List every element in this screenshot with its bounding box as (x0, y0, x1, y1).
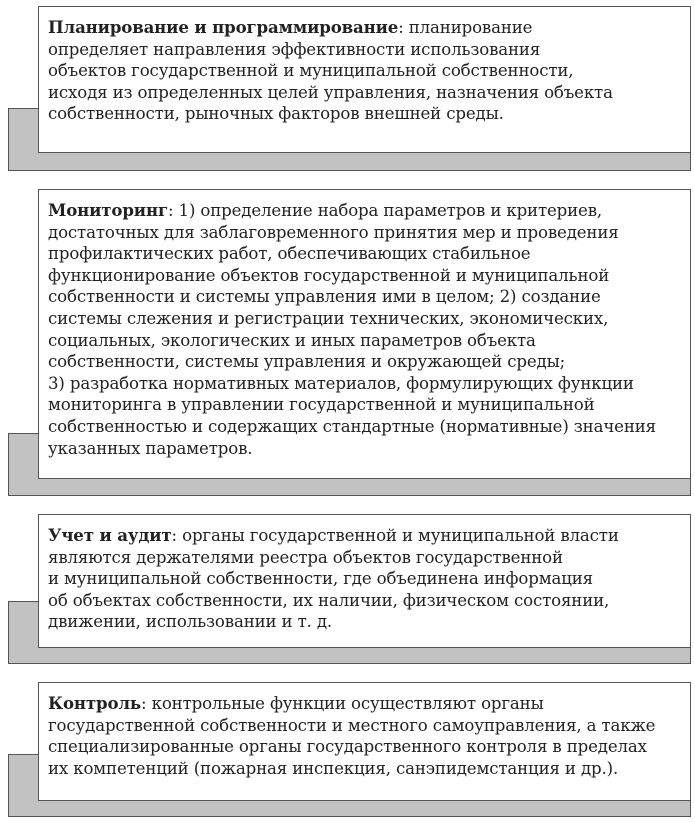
text-line: специализированные органы государственного контроля в пределах (48, 737, 647, 757)
text-line: : 1) определение набора параметров и критериев, (167, 201, 603, 220)
text-line: мониторинга в управлении государственной и муниципальной (48, 395, 595, 415)
block-text (48, 17, 682, 125)
text-line: собственности и системы управления ими в целом; 2) создание (48, 287, 601, 307)
block-term: Планирование и программирование (48, 17, 399, 37)
block-card (38, 682, 691, 801)
text-line: собственности, системы управления и окружающей среды; (48, 352, 566, 372)
block-text (48, 525, 682, 633)
block-term: Контроль (48, 693, 142, 713)
text-line: : органы государственной и муниципальной власти (171, 526, 619, 545)
text-line: функционирование объектов государственной и муниципальной (48, 265, 610, 285)
block-text (48, 200, 682, 459)
block-text (48, 693, 682, 779)
text-line: об объектах собственности, их наличии, физическом состоянии, (48, 590, 610, 610)
text-line: указанных параметров. (48, 438, 253, 458)
text-line: достаточных для заблаговременного принятия мер и проведения (48, 222, 619, 242)
text-line: являются держателями реестра объектов государственной (48, 547, 563, 567)
text-line: системы слежения и регистрации технических, экономических, (48, 308, 609, 328)
text-line: социальных, экологических и иных параметров объекта (48, 330, 536, 350)
block-term: Учет и аудит (48, 525, 172, 545)
text-line: и муниципальной собственности, где объединена информация (48, 569, 593, 589)
block-card (38, 514, 691, 648)
text-line: государственной собственности и местного самоуправления, а также (48, 715, 656, 735)
text-line: : планирование (398, 18, 533, 37)
block-card (38, 6, 691, 153)
text-line: профилактических работ, обеспечивающих стабильное (48, 244, 531, 264)
text-line: исходя из определенных целей управления, назначения объекта (48, 82, 613, 102)
text-line: объектов государственной и муниципальной собственности, (48, 61, 574, 81)
text-line: : контрольные функции осуществляют органы (141, 694, 544, 713)
text-line: их компетенций (пожарная инспекция, санэпидемстанция и др.). (48, 758, 619, 778)
text-line: определяет направления эффективности использования (48, 39, 541, 59)
text-line: движении, использовании и т. д. (48, 612, 333, 632)
text-line: собственности, рыночных факторов внешней среды. (48, 104, 504, 124)
block-card (38, 189, 691, 479)
block-term: Мониторинг (48, 200, 168, 220)
text-line: собственностью и содержащих стандартные (нормативные) значения (48, 416, 656, 436)
text-line: 3) разработка нормативных материалов, формулирующих функции (48, 373, 634, 393)
